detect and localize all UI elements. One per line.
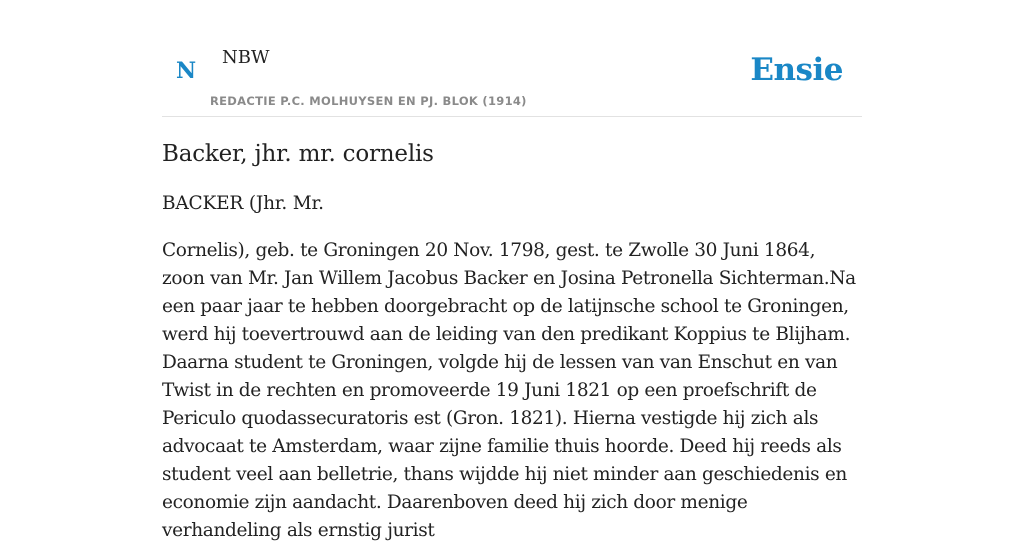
source-logo-letter[interactable]: N: [176, 58, 197, 84]
source-name[interactable]: NBW: [222, 47, 270, 68]
article: [162, 138, 862, 545]
article-body: Cornelis), geb. te Groningen 20 Nov. 1798, gest. te Zwolle 30 Juni 1864, zoon van Mr. Jan Willem Jacobus Backer en Josina Petronella Sichterman.Na een paar jaar te hebben doorgebracht op de latijnsche school te Groningen, werd hij toevertrouwd aan de leiding van den predikant Koppius te Blijham. Daarna student te Groningen, volgde hij de lessen van van Enschut en van Twist in de rechten en promoveerde 19 Juni 1821 op een proefschrift de Periculo quodassecuratoris est (Gron. 1821). Hierna vestigde hij zich als advocaat te Amsterdam, waar zijne familie thuis hoorde. Deed hij reeds als student veel aan belletrie, thans wijdde hij niet minder aan geschiedenis en economie zijn aandacht. Daarenboven deed hij zich door menige verhandeling als ernstig jurist: [162, 240, 856, 541]
source-header: [162, 0, 862, 117]
brand-logo[interactable]: Ensie: [750, 52, 843, 88]
article-title: Backer, jhr. mr. cornelis: [162, 141, 434, 167]
article-head: BACKER (Jhr. Mr.: [162, 193, 324, 214]
source-editors: REDACTIE P.C. MOLHUYSEN EN PJ. BLOK (1914): [210, 94, 527, 108]
